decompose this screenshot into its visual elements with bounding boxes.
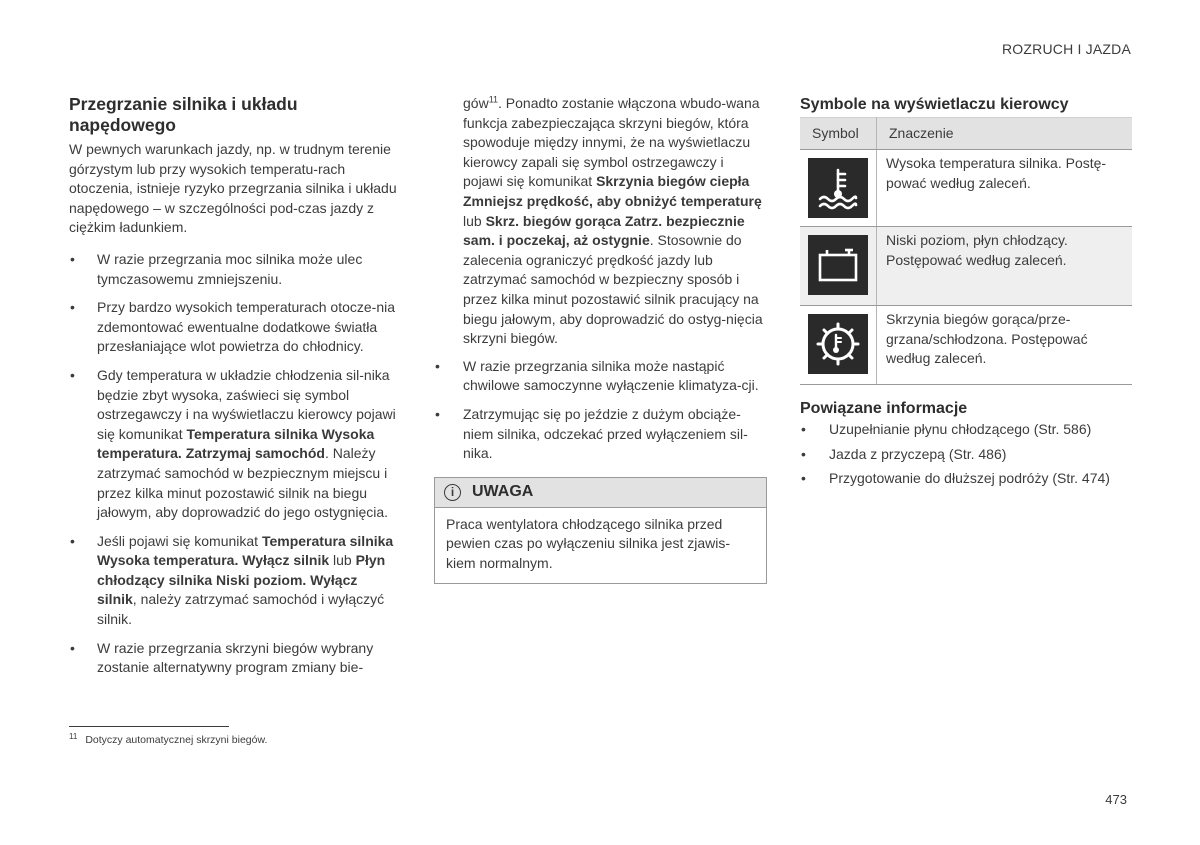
table-header-row bbox=[800, 118, 1132, 150]
continued-paragraph bbox=[434, 94, 767, 349]
bullet-list-middle bbox=[434, 357, 767, 464]
list-item: • Przy bardzo wysokich temperaturach otocze-nia zdemontować ewentualne dodatkowe światła przesłaniające wlot powietrza do chłodnicy. bbox=[69, 298, 399, 357]
related-info-title: Powiązane informacje bbox=[800, 400, 968, 417]
table-row bbox=[800, 227, 1132, 306]
text-run: . Ponadto zostanie włączona wbudo-wana funkcja zabezpieczająca skrzyni biegów, która spowoduje między innymi, że na wyświetlaczu kierowcy zapali się symbol ostrzegawczy i pojawi się komunikat bbox=[463, 95, 760, 190]
symbol-cell bbox=[800, 227, 877, 306]
column-right bbox=[800, 95, 1133, 494]
list-item: • W razie przegrzania silnika może nastąpić chwilowe samoczynne wyłączenie klimatyza-cji. bbox=[434, 357, 767, 396]
list-item bbox=[69, 532, 399, 630]
footnote-divider bbox=[69, 726, 229, 727]
section-header: ROZRUCH I JAZDA bbox=[1002, 41, 1131, 57]
section-title: Przegrzanie silnika i układu napędowego bbox=[69, 94, 298, 135]
symbols-table bbox=[800, 117, 1132, 385]
symbols-title: Symbole na wyświetlaczu kierowcy bbox=[800, 96, 1069, 113]
transmission-temperature-icon bbox=[808, 314, 868, 374]
list-item: • W razie przegrzania skrzyni biegów wybrany zostanie alternatywny program zmiany bie- bbox=[69, 639, 399, 678]
coolant-level-icon bbox=[808, 235, 868, 295]
info-icon: i bbox=[444, 484, 461, 501]
meaning-cell: Wysoka temperatura silnika. Postę-pować według zaleceń. bbox=[877, 150, 1133, 227]
note-title: UWAGA bbox=[472, 483, 534, 501]
text-run: Gdy temperatura w układzie chłodzenia sil-nika będzie zbyt wysoka, zaświeci się symbol ostrzegawczy i na wyświetlaczu kierowcy pojawi się komunikat bbox=[97, 366, 396, 442]
column-middle bbox=[434, 94, 767, 584]
list-item: • W razie przegrzania moc silnika może ulec tymczasowemu zmniejszeniu. bbox=[69, 250, 399, 289]
text-run: gów bbox=[463, 95, 489, 111]
table-row bbox=[800, 306, 1132, 385]
list-item bbox=[69, 366, 399, 523]
display-message: Płyn chłodzący silnika Niski poziom. Wyłącz silnik bbox=[97, 552, 386, 608]
page-number: 473 bbox=[1105, 792, 1127, 807]
meaning-cell: Skrzynia biegów gorąca/prze-grzana/schłodzona. Postępować według zaleceń. bbox=[877, 306, 1133, 385]
text-run: . Należy zatrzymać samochód w bezpiecznym miejscu i przez kilka minut pozostawić silnik na biegu jałowym, aby doprowadzić do jego ostygnięcia. bbox=[97, 445, 389, 521]
related-link[interactable]: • Jazda z przyczepą (Str. 486) bbox=[800, 445, 1133, 465]
text-run: lub bbox=[329, 552, 356, 569]
footnote-number: 11 bbox=[69, 731, 78, 741]
footnote-text: Dotyczy automatycznej skrzyni biegów. bbox=[85, 734, 268, 746]
meaning-cell: Niski poziom, płyn chłodzący. Postępować według zaleceń. bbox=[877, 227, 1133, 306]
symbol-cell bbox=[800, 306, 877, 385]
footnote-ref: 11 bbox=[488, 94, 499, 105]
table-row bbox=[800, 150, 1132, 227]
note-body: Praca wentylatora chłodzącego silnika przed pewien czas po wyłączeniu silnika jest zjawis-kiem normalnym. bbox=[446, 515, 731, 571]
column-header-meaning: Znaczenie bbox=[877, 118, 1133, 150]
footnote bbox=[69, 731, 268, 746]
related-link[interactable]: • Przygotowanie do dłuższej podróży (Str. 474) bbox=[800, 469, 1133, 489]
display-message: Temperatura silnika Wysoka temperatura. Zatrzymaj samochód bbox=[97, 425, 375, 462]
bullet-list-left bbox=[69, 250, 399, 678]
text-run: lub bbox=[463, 212, 486, 229]
display-message: Skrzynia biegów ciepła Zmniejsz prędkość, aby obniżyć temperaturę bbox=[463, 173, 762, 209]
column-left bbox=[69, 94, 399, 687]
display-message: Temperatura silnika Wysoka temperatura. Wyłącz silnik bbox=[97, 532, 394, 569]
related-links-list bbox=[800, 420, 1133, 489]
display-message: Skrz. biegów gorąca Zatrz. bezpiecznie sam. i poczekaj, aż ostygnie bbox=[463, 212, 745, 249]
symbol-cell bbox=[800, 150, 877, 227]
column-header-symbol: Symbol bbox=[800, 118, 877, 150]
intro-paragraph: W pewnych warunkach jazdy, np. w trudnym terenie górzystym lub przy wysokich temperatu-rach otoczenia, istnieje ryzyko przegrzania silnika i układu napędowego – w szczególności pod-czas jazdy z ciężkim ładunkiem. bbox=[69, 141, 397, 236]
note-box bbox=[434, 477, 767, 585]
note-header bbox=[435, 478, 766, 508]
related-link[interactable]: • Uzupełnianie płynu chłodzącego (Str. 586) bbox=[800, 420, 1133, 440]
engine-temperature-icon bbox=[808, 158, 868, 218]
text-run: , należy zatrzymać samochód i wyłączyć silnik. bbox=[97, 591, 385, 628]
text-run: . Stosownie do zalecenia ograniczyć prędkość jazdy lub zatrzymać samochód w bezpieczny sposób i przez kilka minut pozostawić silnik pracujący na biegu jałowym, aby doprowadzić do ostyg-nięcia skrzyni biegów. bbox=[463, 232, 763, 347]
text-run: Jeśli pojawi się komunikat bbox=[97, 532, 262, 549]
list-item: • Zatrzymując się po jeździe z dużym obciąże-niem silnika, odczekać przed wyłączeniem sil-nika. bbox=[434, 405, 767, 464]
